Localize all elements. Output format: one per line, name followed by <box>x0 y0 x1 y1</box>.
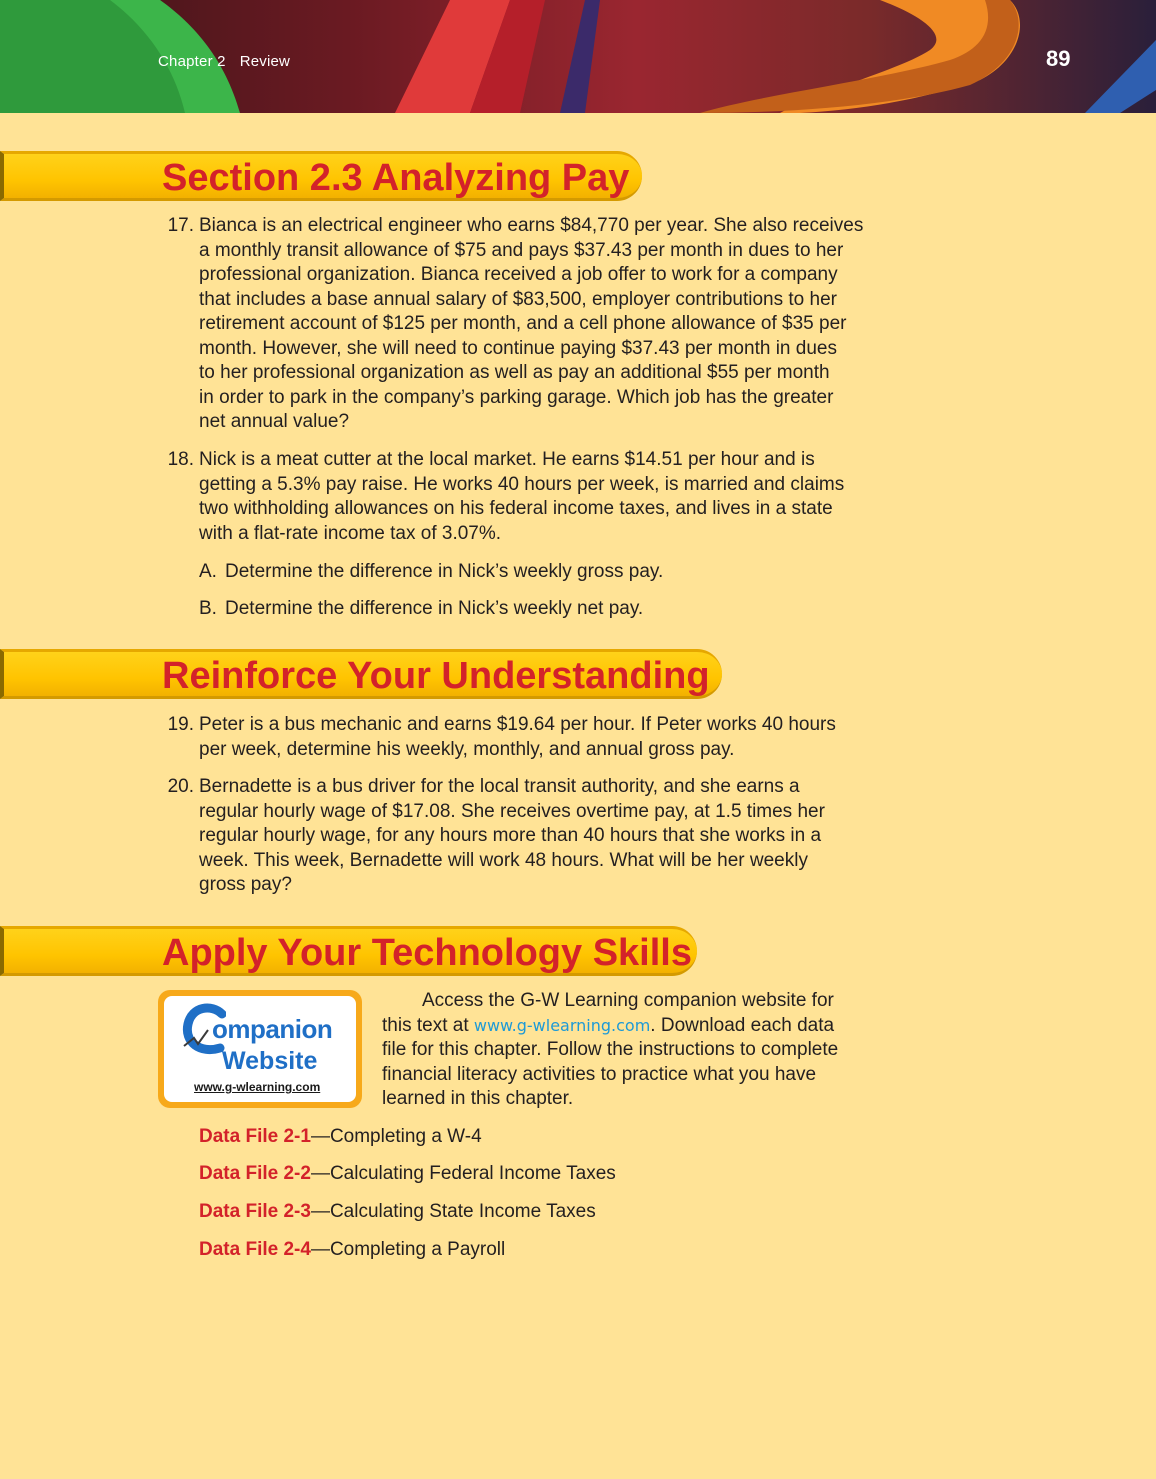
problem-20 <box>160 775 890 898</box>
running-header <box>158 53 304 70</box>
problem-number: 18. <box>167 449 194 470</box>
problem-line: month. However, she will need to continue paying $37.43 per month in dues <box>199 337 837 359</box>
problem-number: 19. <box>167 714 194 735</box>
problem-17 <box>160 214 890 435</box>
problem-18-subitem-a <box>199 560 663 585</box>
problem-line: week. This week, Bernadette will work 48 hours. What will be her weekly <box>199 849 808 871</box>
problem-line: regular hourly wage of $17.08. She receives overtime pay, at 1.5 times her <box>199 800 825 822</box>
problem-text <box>199 448 890 546</box>
problem-line: gross pay? <box>199 874 292 895</box>
data-file-item <box>199 1162 616 1186</box>
data-file-item <box>199 1238 505 1262</box>
data-file-desc: —Calculating State Income Taxes <box>310 1201 596 1222</box>
problem-line: two withholding allowances on his federal income taxes, and lives in a state <box>199 498 833 519</box>
problem-text <box>199 775 890 898</box>
technology-paragraph <box>382 989 882 1112</box>
header-banner <box>0 0 1156 113</box>
tech-line: this text at <box>382 1014 474 1036</box>
problem-line: that includes a base annual salary of $83,500, employer contributions to her <box>199 288 837 310</box>
subitem-text: Determine the difference in Nick’s weekly net pay. <box>225 598 644 619</box>
tech-line: file for this chapter. Follow the instructions to complete <box>382 1039 839 1060</box>
section-heading-reinforce: Reinforce Your Understanding <box>162 655 710 697</box>
problem-line: with a flat-rate income tax of 3.07%. <box>199 522 502 544</box>
problem-line: Peter is a bus mechanic and earns $19.64 per hour. If Peter works 40 hours <box>199 714 836 735</box>
problem-line: regular hourly wage, for any hours more than 40 hours that she works in a <box>199 825 822 846</box>
chapter-section: Review <box>239 53 291 70</box>
data-file-desc: —Completing a Payroll <box>310 1239 506 1260</box>
tech-line: learned in this chapter. <box>382 1088 574 1109</box>
problem-line: to her professional organization as well as pay an additional $55 per month <box>199 362 830 383</box>
companion-badge-inner <box>164 996 356 1102</box>
data-file-label[interactable]: Data File 2-3 <box>199 1201 311 1222</box>
section-heading-bar-technology <box>0 926 697 976</box>
data-file-desc: —Completing a W-4 <box>310 1126 482 1147</box>
problem-line: getting a 5.3% pay raise. He works 40 hours per week, is married and claims <box>199 473 845 495</box>
data-file-label[interactable]: Data File 2-1 <box>199 1126 311 1147</box>
tech-line: Access the G-W Learning companion website for <box>422 990 834 1011</box>
website-word: Website <box>222 1047 318 1075</box>
section-heading-bar-reinforce <box>0 649 722 699</box>
tech-line: . Download each data <box>650 1014 835 1036</box>
problem-text <box>199 713 890 762</box>
section-heading-technology: Apply Your Technology Skills <box>162 932 692 974</box>
problem-text <box>199 214 890 435</box>
problem-line: professional organization. Bianca received a job offer to work for a company <box>199 264 838 285</box>
data-file-label[interactable]: Data File 2-4 <box>199 1239 311 1260</box>
subitem-letter: A. <box>199 561 217 582</box>
banner-purple-stroke <box>560 0 600 113</box>
problem-line: net annual value? <box>199 411 350 432</box>
data-file-item <box>199 1125 482 1149</box>
chapter-name: Chapter 2 <box>158 53 226 70</box>
problem-19 <box>160 713 890 762</box>
subitem-text: Determine the difference in Nick’s weekly gross pay. <box>225 561 664 582</box>
subitem-letter: B. <box>199 598 217 619</box>
problem-line: Bernadette is a bus driver for the local transit authority, and she earns a <box>199 776 800 797</box>
problem-number: 17. <box>167 215 194 236</box>
problem-line: a monthly transit allowance of $75 and pays $37.43 per month in dues to her <box>199 239 844 261</box>
problem-line: per week, determine his weekly, monthly, and annual gross pay. <box>199 738 735 760</box>
section-heading-bar-analyzing-pay <box>0 151 642 201</box>
companion-word: ompanion <box>212 1014 333 1044</box>
companion-url[interactable]: www.g-wlearning.com <box>194 1080 321 1094</box>
problem-18 <box>160 448 890 546</box>
companion-website-badge[interactable] <box>158 990 362 1108</box>
problem-line: retirement account of $125 per month, and a cell phone allowance of $35 per <box>199 313 847 334</box>
problem-line: in order to park in the company’s parking garage. Which job has the greater <box>199 386 834 408</box>
page-number: 89 <box>1046 46 1071 71</box>
data-file-desc: —Calculating Federal Income Taxes <box>310 1163 616 1184</box>
banner-blue-shape <box>1085 40 1156 113</box>
problem-number: 20. <box>167 776 194 797</box>
data-file-label[interactable]: Data File 2-2 <box>199 1163 311 1184</box>
website-link[interactable]: www.g-wlearning.com <box>473 1015 651 1035</box>
data-file-item <box>199 1200 596 1224</box>
tech-line: financial literacy activities to practice what you have <box>382 1063 817 1085</box>
problem-line: Nick is a meat cutter at the local market. He earns $14.51 per hour and is <box>199 449 815 470</box>
section-heading-analyzing-pay: Section 2.3 Analyzing Pay <box>162 157 630 199</box>
problem-line: Bianca is an electrical engineer who earns $84,770 per year. She also receives <box>199 215 864 236</box>
problem-18-subitem-b <box>199 597 643 622</box>
